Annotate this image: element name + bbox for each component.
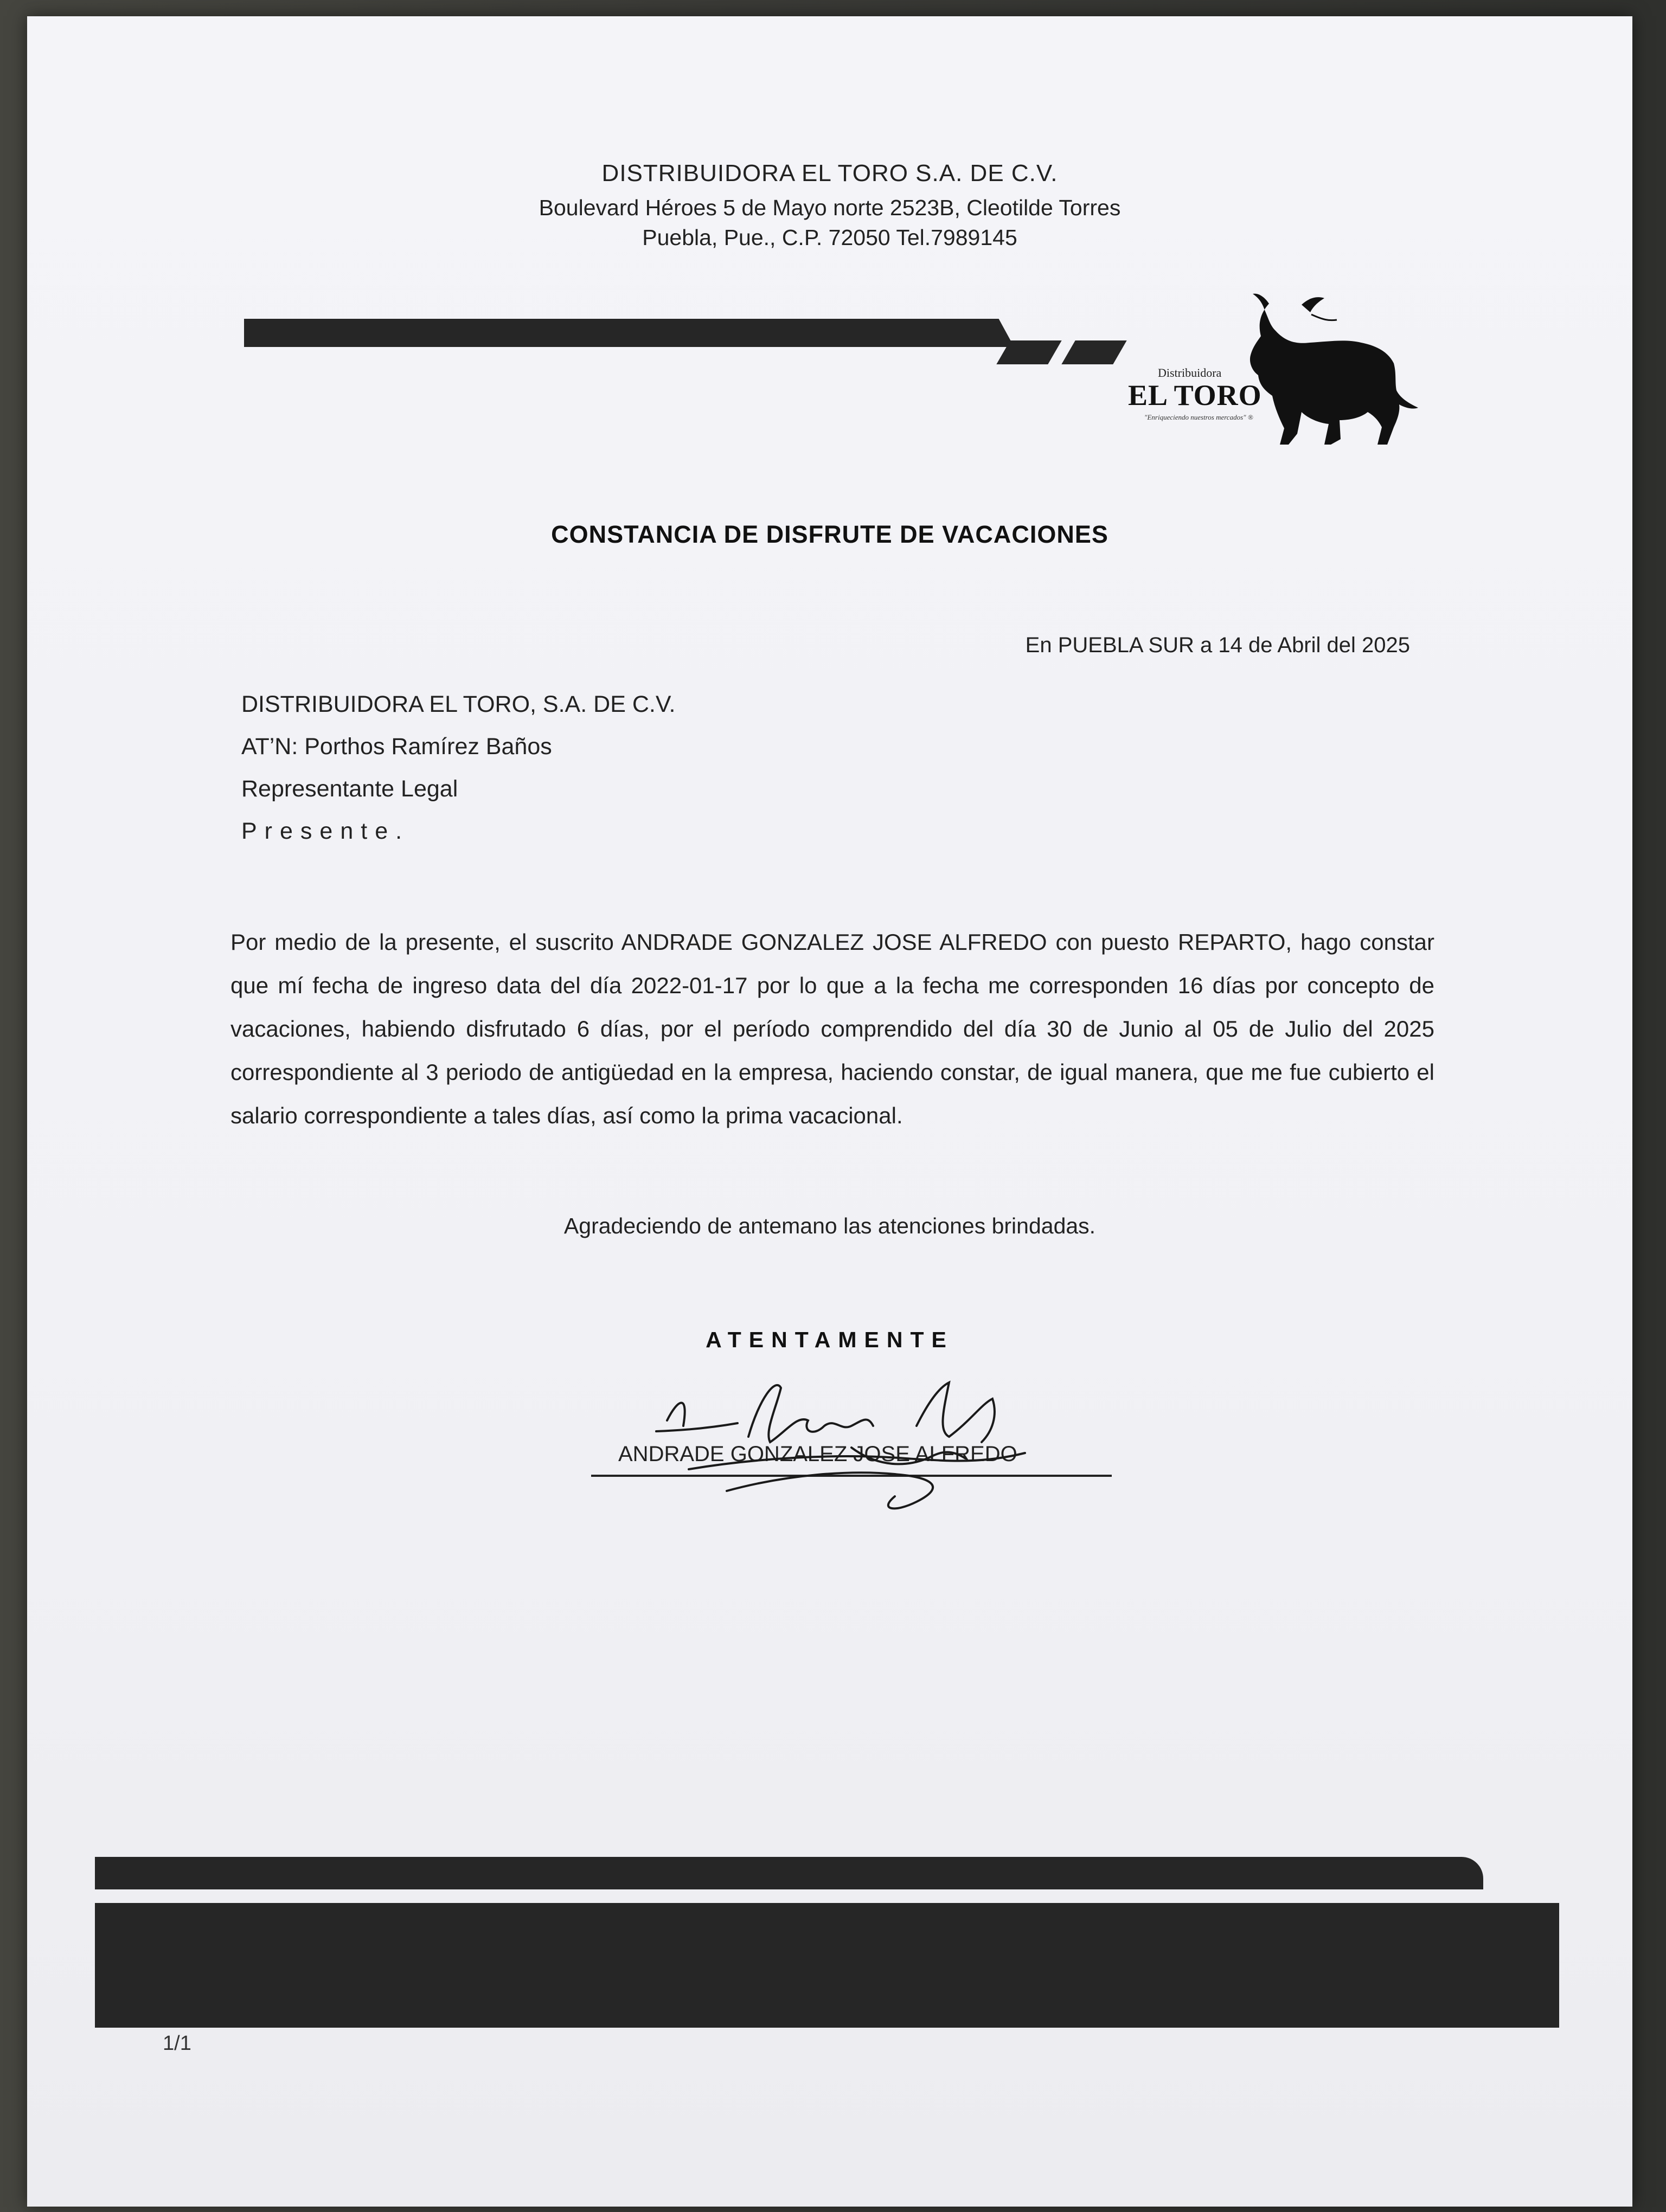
recipient-company: DISTRIBUIDORA EL TORO, S.A. DE C.V. [241,691,676,717]
recipient-attention: AT’N: Porthos Ramírez Baños [241,734,552,760]
page-number: 1/1 [163,2032,191,2055]
logo-tagline: "Enriqueciendo nuestros mercados" ® [1144,413,1253,421]
company-address-line1: Boulevard Héroes 5 de Mayo norte 2523B, Cleotilde Torres [539,195,1121,220]
recipient-role: Representante Legal [241,776,458,802]
place-date: En PUEBLA SUR a 14 de Abril del 2025 [1025,633,1410,657]
header-band-segment [1061,340,1126,364]
closing-text: Agradeciendo de antemano las atenciones brindadas. [563,1213,1096,1238]
signer-name: ANDRADE GONZALEZ JOSE ALFREDO [618,1442,1017,1466]
sign-off: ATENTAMENTE [706,1327,954,1352]
document-page [27,16,1632,2207]
footer-band [95,1903,1559,2028]
logo-main-text: EL TORO [1128,379,1262,411]
handwritten-signature [645,1366,1133,1523]
recipient-presente: Presente. [241,818,410,844]
document-title: CONSTANCIA DE DISFRUTE DE VACACIONES [551,520,1108,548]
body-paragraph: Por medio de la presente, el suscrito ANDRADE GONZALEZ JOSE ALFREDO con puesto REPARTO, hago constar que mí fecha de ingreso data del día 2022-01-17 por lo que a la fecha me corresponden 16 días por concepto de vacaciones, habiendo disfrutado 6 días, por el período comprendido del día 30 de Junio al 05 de Julio del 2025 correspondiente al 3 periodo de antigüedad en la empresa, haciendo constar, de igual manera, que me fue cubierto el salario correspondiente a tales días, así como la prima vacacional. [230,929,1434,1128]
header-band [244,319,1014,347]
company-name: DISTRIBUIDORA EL TORO S.A. DE C.V. [601,160,1058,187]
footer-band [95,1857,1483,1889]
logo-small-text: Distribuidora [1158,366,1222,380]
company-address-line2: Puebla, Pue., C.P. 72050 Tel.7989145 [642,225,1017,250]
